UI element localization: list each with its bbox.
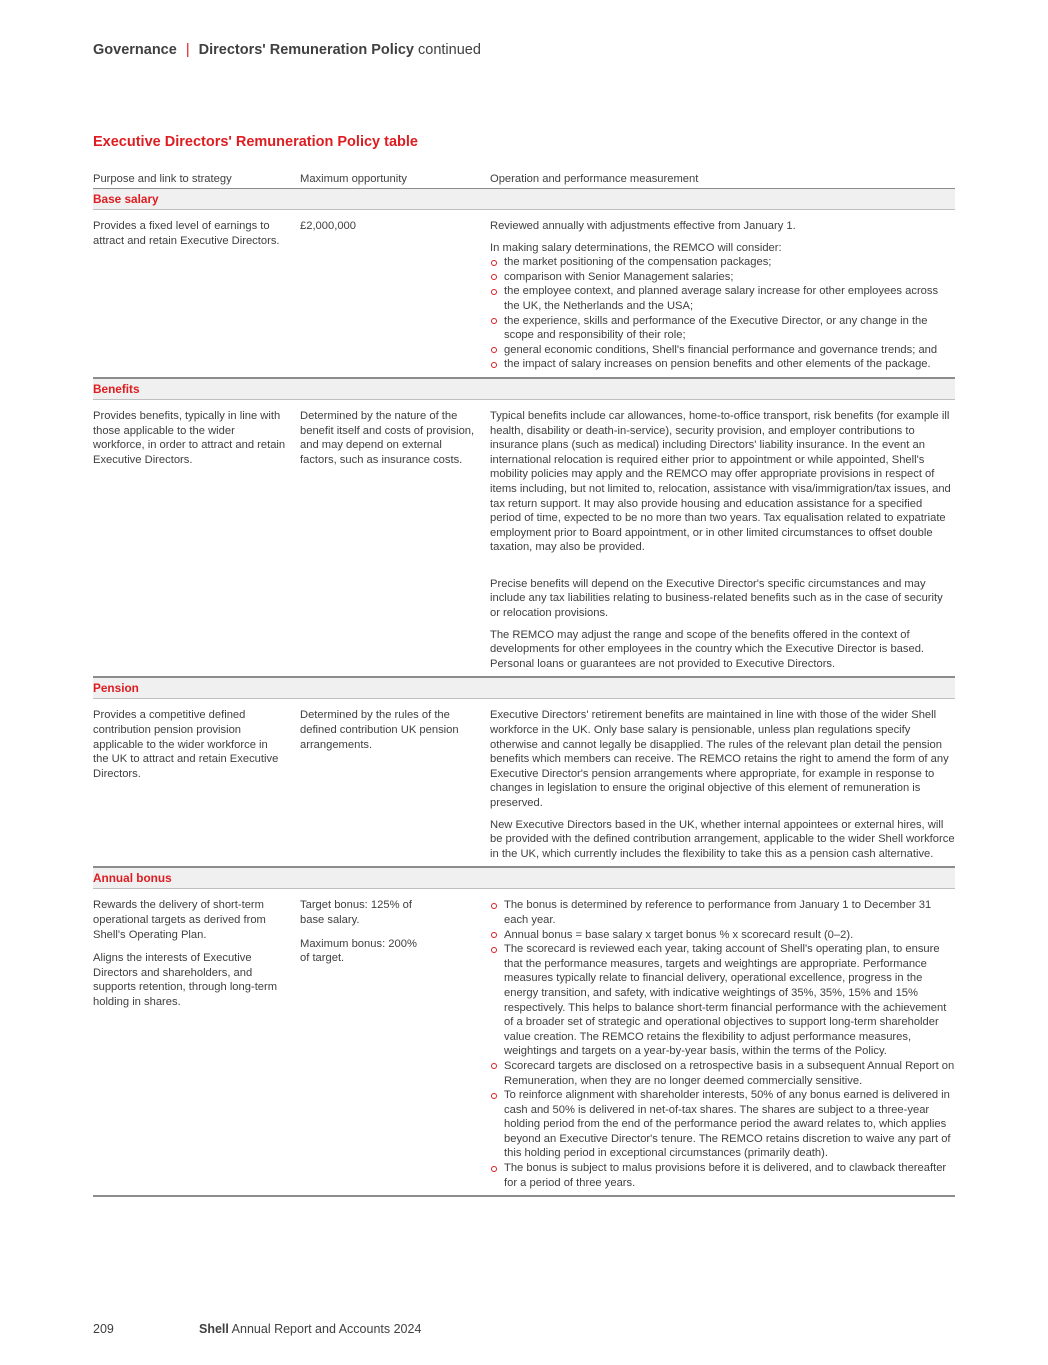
header-section: Governance	[93, 42, 177, 58]
header-suffix: continued	[418, 42, 481, 58]
annual-bonus-maximum: Maximum bonus: 200% of target.	[300, 937, 417, 965]
base-salary-operation-text: Reviewed annually with adjustments effective from January 1.	[490, 220, 796, 232]
page-footer	[93, 1322, 421, 1336]
section-row-pension	[93, 699, 955, 866]
annual-bonus-target: Target bonus: 125% of base salary.	[300, 899, 412, 926]
list-item: The bonus is subject to malus provisions before it is delivered, and to clawback thereafter for a period of three years.	[490, 1161, 955, 1190]
section-heading-base-salary: Base salary	[93, 189, 955, 210]
section-row-benefits	[93, 400, 955, 677]
benefits-operation-text: Precise benefits will depend on the Executive Director's specific circumstances and may include any tax liabilities relating to business-related benefits such as in the case of security or relocation provisions.	[490, 577, 943, 620]
pension-operation-text: New Executive Directors based in the UK, whether internal appointees or external hires, will be provided with the defined contribution arrangement, applicable to the wider Shell workforce in the UK, which currently includes the flexibility to take this as a pension cash alternative.	[490, 818, 955, 860]
benefits-maximum: Determined by the nature of the benefit itself and costs of provision, and may depend on external factors, such as insurance costs.	[300, 409, 475, 466]
column-header-purpose: Purpose and link to strategy	[93, 173, 232, 185]
list-item: The bonus is determined by reference to performance from January 1 to December 31 each year.	[490, 898, 955, 927]
benefits-purpose: Provides benefits, typically in line with those applicable to the wider workforce, in order to attract and retain Executive Directors.	[93, 409, 286, 466]
annual-bonus-purpose: Aligns the interests of Executive Directors and shareholders, and supports retention, through long-term holding in shares.	[93, 952, 278, 1008]
table-title: Executive Directors' Remuneration Policy table	[93, 134, 418, 150]
base-salary-considerations-list	[490, 255, 955, 372]
annual-bonus-operation-list	[490, 898, 955, 1190]
base-salary-maximum: £2,000,000	[300, 220, 356, 232]
base-salary-purpose: Provides a fixed level of earnings to attract and retain Executive Directors.	[93, 220, 280, 247]
table-bottom-rule	[93, 1195, 955, 1197]
section-heading-annual-bonus: Annual bonus	[93, 866, 955, 889]
section-row-base-salary	[93, 210, 955, 377]
section-heading-pension: Pension	[93, 676, 955, 699]
pension-maximum: Determined by the rules of the defined contribution UK pension arrangements.	[300, 709, 459, 751]
pension-operation-text: Executive Directors' retirement benefits are maintained in line with those of the wider Shell workforce in the UK. Only base salary is pensionable, unless plan regulations specify otherwise and cannot legally be disapplied. The rules of the relevant plan detail the pension benefits which members can receive. The REMCO retains the right to amend the form of any Executive Director's pension arrangements where appropriate, for example in response to changes in legislation to ensure the original objective of this element of remuneration is preserved.	[490, 709, 949, 809]
list-item: To reinforce alignment with shareholder interests, 50% of any bonus earned is delivered in cash and 50% is delivered in net-of-tax shares. The shares are subject to a three-year holding period from the end of the performance period the award relates to, which applies beyond an Executive Director's tenure. The REMCO retains discretion to waive any part of this holding period in exceptional circumstances (primarily death).	[490, 1088, 955, 1161]
column-headers	[93, 170, 955, 189]
benefits-operation-text: The REMCO may adjust the range and scope of the benefits offered in the context of developments for other employees in the country which the Executive Director is based. Personal loans or guarantees are not provided to Executive Directors.	[490, 628, 925, 670]
footer-brand: Shell	[199, 1322, 229, 1336]
section-row-annual-bonus	[93, 889, 955, 1195]
annual-bonus-purpose: Rewards the delivery of short-term operational targets as derived from Shell's Operating Plan.	[93, 899, 266, 941]
footer-publication: Annual Report and Accounts 2024	[231, 1322, 422, 1336]
base-salary-operation-text: In making salary determinations, the REMCO will consider:	[490, 241, 782, 254]
column-header-operation: Operation and performance measurement	[490, 173, 699, 185]
list-item: Scorecard targets are disclosed on a retrospective basis in a subsequent Annual Report on Remuneration, when they are no longer deemed commercially sensitive.	[490, 1059, 955, 1088]
header-separator: |	[185, 42, 190, 58]
list-item: Annual bonus = base salary x target bonus % x scorecard result (0–2).	[490, 928, 955, 943]
list-item: the experience, skills and performance of the Executive Director, or any change in the scope and responsibility of their role;	[490, 314, 955, 343]
page-header	[93, 42, 481, 58]
list-item: The scorecard is reviewed each year, taking account of Shell's operating plan, to ensure that the performance measures, targets and weightings are appropriate. Performance measures typically relate to financial delivery, operational excellence, progress in the energy transition, and safety, with indicative weightings of 35%, 35%, 15% and 15% respectively. This helps to balance short-term financial performance with the achievement of a broader set of strategic and operational objectives to support long-term shareholder value creation. The REMCO retains the flexibility to adjust performance measures, weightings and targets on a year-by-year basis, within the terms of the Policy.	[490, 942, 955, 1059]
policy-table	[93, 170, 955, 1197]
list-item: the impact of salary increases on pension benefits and other elements of the package.	[490, 357, 955, 372]
pension-purpose: Provides a competitive defined contribution pension provision applicable to the wider workforce in the UK to attract and retain Executive Directors.	[93, 709, 279, 780]
list-item: general economic conditions, Shell's financial performance and governance trends; and	[490, 343, 955, 358]
header-title: Directors' Remuneration Policy	[198, 42, 414, 58]
list-item: the employee context, and planned average salary increase for other employees across the UK, the Netherlands and the USA;	[490, 284, 955, 313]
page-number: 209	[93, 1322, 114, 1336]
section-heading-benefits: Benefits	[93, 377, 955, 400]
list-item: comparison with Senior Management salaries;	[490, 270, 955, 285]
column-header-maximum: Maximum opportunity	[300, 173, 407, 185]
list-item: the market positioning of the compensation packages;	[490, 255, 955, 270]
benefits-operation-text: Typical benefits include car allowances, home-to-office transport, risk benefits (for example ill health, disability or death-in-service), security provision, and employer contributions to insurance plans (such as medical) including Directors' liability insurance. In the event an international relocation is required either prior to appointment or while appointed, Shell's mobility policies may apply and the REMCO may offer appropriate provisions in respect of items including, but not limited to, relocation, assistance with visa/immigration/tax issues, and tax return support. It may also provide housing and education assistance for a specified period of time, expected to be no more than two years. Tax equalisation related to expatriate employment prior to Board appointment, or in other limited circumstances to offset double taxation, may also be provided.	[490, 409, 951, 554]
